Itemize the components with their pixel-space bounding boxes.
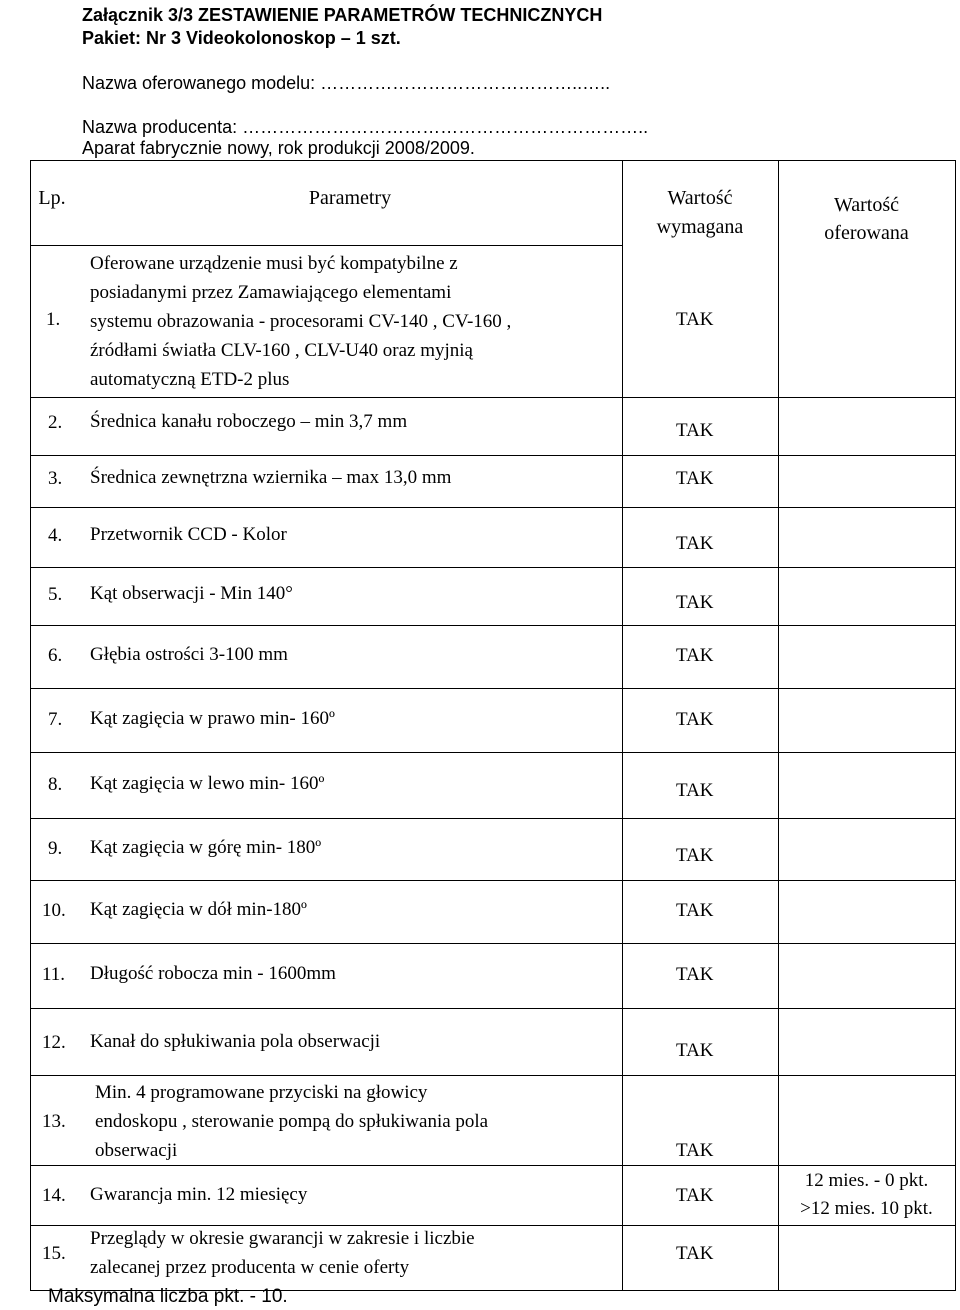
scoring-line: 12 mies. - 0 pkt. (804, 1170, 929, 1191)
row-required-value: TAK (676, 1040, 714, 1061)
row-required-value: TAK (676, 420, 714, 441)
row-required-value: TAK (676, 900, 714, 921)
row-number: 8. (48, 774, 63, 795)
row-parameter-line: Głębia ostrości 3-100 mm (90, 644, 288, 665)
row-parameter-line: Kąt zagięcia w dół min-180º (90, 899, 307, 920)
row-parameter-line: Średnica kanału roboczego – min 3,7 mm (90, 411, 408, 432)
row-number: 3. (48, 468, 63, 489)
row-number: 2. (48, 412, 63, 433)
row-parameter-line: systemu obrazowania - procesorami CV-140 , CV-160 , (90, 311, 512, 332)
row-parameter-line: posiadanymi przez Zamawiającego elementami (90, 282, 452, 303)
row-parameter-line: endoskopu , sterowanie pompą do spłukiwania pola (95, 1111, 489, 1132)
row-required-value: TAK (676, 468, 714, 489)
row-number: 15. (42, 1243, 66, 1264)
row-parameter-line: Długość robocza min - 1600mm (90, 963, 336, 984)
row-required-value: TAK (676, 845, 714, 866)
row-required-value: TAK (676, 1140, 714, 1161)
row-parameter-line: Przeglądy w okresie gwarancji w zakresie i liczbie (90, 1228, 475, 1249)
row-required-value: TAK (676, 533, 714, 554)
scoring-line: >12 mies. 10 pkt. (800, 1198, 933, 1219)
header-oferowana-line1: Wartość (833, 194, 900, 216)
row-parameter-line: Min. 4 programowane przyciski na głowicy (95, 1082, 428, 1103)
row-number: 10. (42, 900, 66, 921)
row-number: 11. (42, 964, 66, 985)
row-number: 5. (48, 584, 63, 605)
row-parameter-line: Średnica zewnętrzna wziernika – max 13,0 mm (90, 467, 452, 488)
header-lp: Lp. (38, 187, 66, 209)
row-number: 1. (46, 309, 61, 330)
row-parameter-line: Kanał do spłukiwania pola obserwacji (90, 1031, 381, 1052)
new-device-line: Aparat fabrycznie nowy, rok produkcji 2008/2009. (82, 138, 475, 158)
header-parametry: Parametry (308, 187, 392, 209)
row-number: 12. (42, 1032, 66, 1053)
row-required-value: TAK (676, 964, 714, 985)
row-parameter-line: Oferowane urządzenie musi być kompatybilne z (90, 253, 458, 274)
row-parameter-line: źródłami światła CLV-160 , CLV-U40 oraz myjnią (90, 340, 473, 361)
row-parameter-line: Przetwornik CCD - Kolor (90, 524, 287, 545)
row-parameter-line: Kąt zagięcia w lewo min- 160º (90, 773, 325, 794)
row-required-value: TAK (676, 645, 714, 666)
header-wymagana-line2: wymagana (656, 216, 744, 238)
row-required-value: TAK (676, 1185, 714, 1206)
row-number: 6. (48, 645, 63, 666)
producer-name-line: Nazwa producenta: ………………………………………………………….. (82, 117, 649, 137)
row-number: 13. (42, 1111, 66, 1132)
row-parameter-line: Kąt zagięcia w prawo min- 160º (90, 708, 335, 729)
row-parameter-line: Kąt zagięcia w górę min- 180º (90, 837, 322, 858)
header-oferowana-line2: oferowana (824, 222, 909, 244)
row-parameter-line: Gwarancja min. 12 miesięcy (90, 1184, 308, 1205)
row-required-value: TAK (676, 709, 714, 730)
row-parameter-line: automatyczną ETD-2 plus (90, 369, 290, 390)
row-number: 4. (48, 525, 63, 546)
row-required-value: TAK (676, 780, 714, 801)
row-required-value: TAK (676, 592, 714, 613)
row-required-value: TAK (676, 309, 714, 330)
row-number: 9. (48, 838, 63, 859)
row-number: 7. (48, 709, 63, 730)
header-wymagana-line1: Wartość (667, 187, 733, 209)
row-parameter-line: zalecanej przez producenta w cenie oferty (90, 1257, 410, 1278)
row-required-value: TAK (676, 1243, 714, 1264)
max-points-footer: Maksymalna liczba pkt. - 10. (48, 1286, 288, 1307)
row-parameter-line: obserwacji (95, 1140, 178, 1161)
row-number: 14. (42, 1185, 66, 1206)
annex-title: Załącznik 3/3 ZESTAWIENIE PARAMETRÓW TECHNICZNYCH (82, 5, 603, 25)
package-title: Pakiet: Nr 3 Videokolonoskop – 1 szt. (82, 28, 401, 48)
row-parameter-line: Kąt obserwacji - Min 140° (90, 583, 293, 604)
model-name-line: Nazwa oferowanego modelu: ……………………………………..….. (82, 73, 611, 93)
